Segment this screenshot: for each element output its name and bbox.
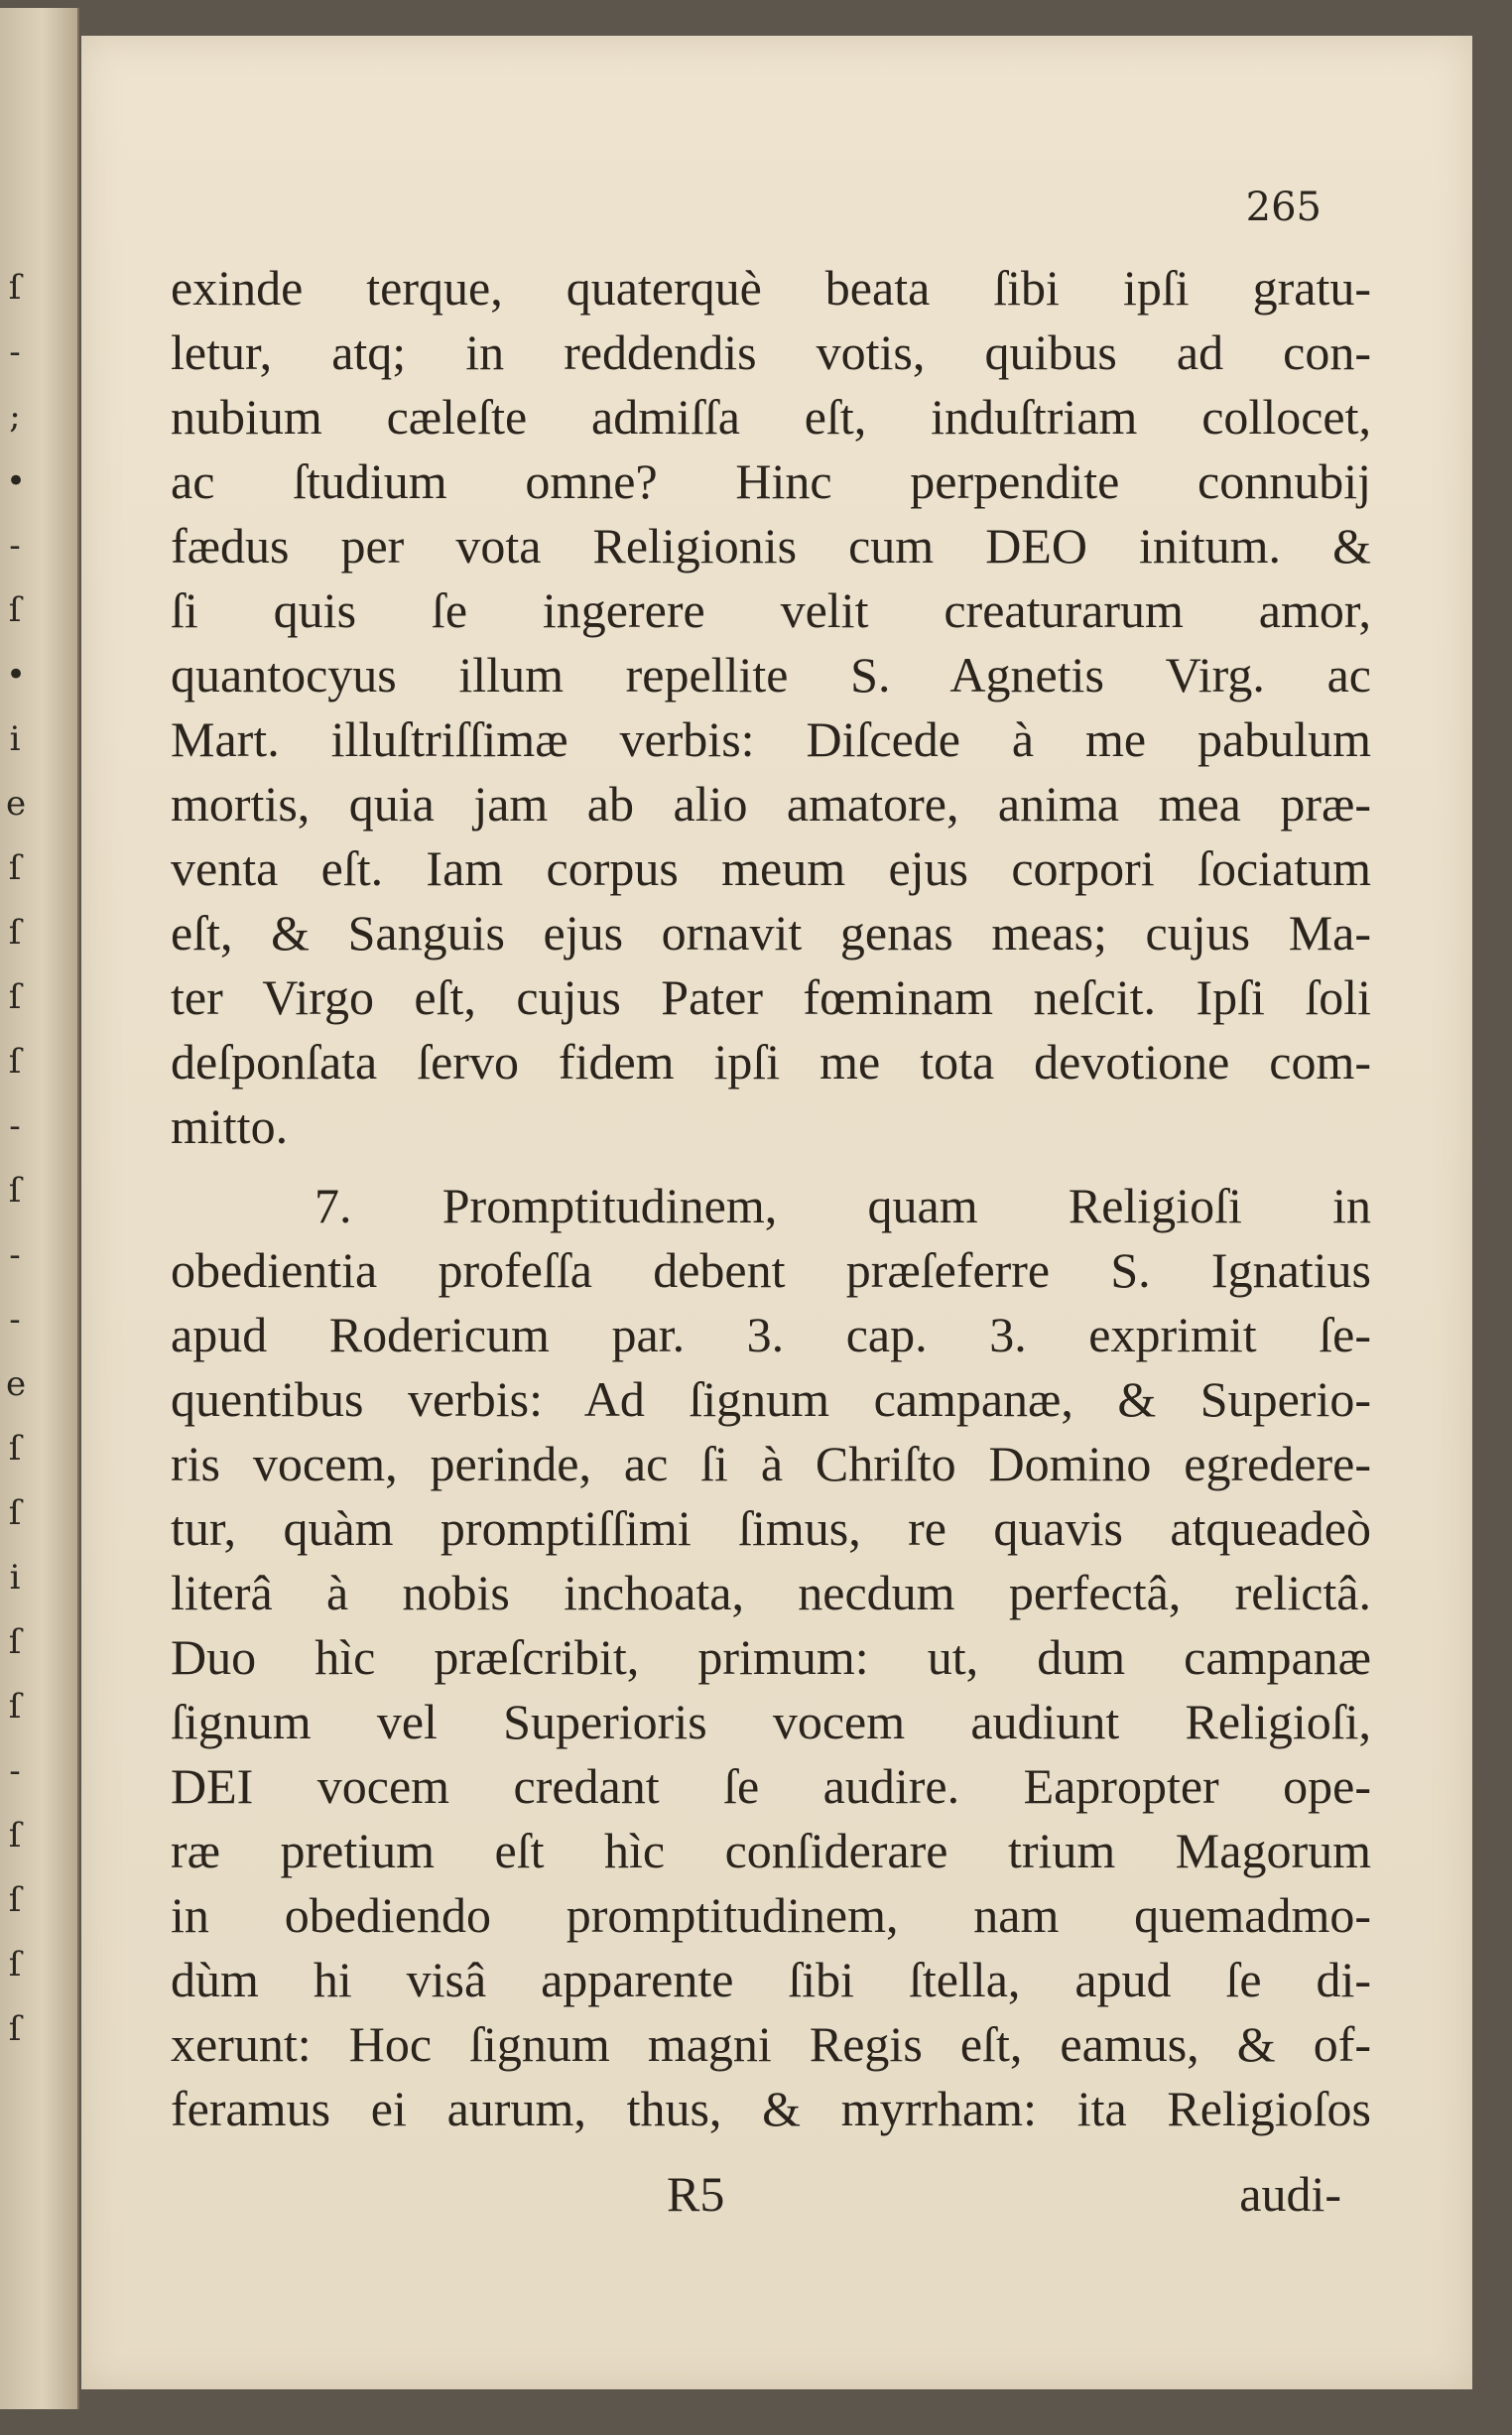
text-line: mitto. (171, 1098, 289, 1154)
text-line: obedientia profeſſa debent præſeferre S. Ignatius (171, 1242, 1371, 1298)
facing-page-fragment: ſ (8, 1945, 22, 1985)
facing-page-fragment: e (6, 1364, 27, 1404)
text-line: quentibus verbis: Ad ſignum campanæ, & Superio- (171, 1371, 1371, 1427)
facing-page-edge (0, 8, 79, 2409)
text-line: deſponſata ſervo fidem ipſi me tota devotione com- (171, 1034, 1371, 1089)
page-number: 265 (1245, 185, 1322, 230)
text-line: Duo hìc præſcribit, primum: ut, dum campanæ (171, 1629, 1371, 1685)
facing-page-fragment: - (9, 1300, 21, 1340)
text-line: eſt, & Sanguis ejus ornavit genas meas; cujus Ma- (171, 905, 1371, 961)
text-line: in obediendo promptitudinem, nam quemadmo- (171, 1887, 1371, 1943)
catchword: audi- (1239, 2166, 1341, 2222)
body-text (171, 256, 1371, 2141)
page-footer (171, 2165, 1371, 2225)
facing-page-fragment: ſ (8, 1429, 22, 1469)
facing-page-fragment: ſ (8, 977, 22, 1017)
facing-page-fragment: - (9, 1235, 21, 1275)
text-line: ræ pretium eſt hìc conſiderare trium Magorum (171, 1823, 1371, 1878)
facing-page-fragment: ſ (8, 848, 22, 888)
text-line: fædus per vota Religionis cum DEO initum. & (171, 518, 1371, 574)
signature-mark: R5 (667, 2166, 725, 2222)
facing-page-fragment: ſ (8, 1042, 22, 1082)
text-line: ſi quis ſe ingerere velit creaturarum amor, (171, 582, 1371, 638)
facing-page-fragment: ſ (8, 1880, 22, 1920)
text-line: feramus ei aurum, thus, & myrrham: ita Religioſos (171, 2081, 1371, 2136)
book-page (81, 36, 1472, 2389)
text-line: quantocyus illum repellite S. Agnetis Virg. ac (171, 647, 1371, 703)
facing-page-fragment: • (6, 655, 27, 695)
text-line: apud Rodericum par. 3. cap. 3. exprimit ſe- (171, 1307, 1371, 1362)
facing-page-fragment: e (6, 784, 27, 824)
facing-page-fragment: ſ (8, 2009, 22, 2049)
facing-page-fragment: ſ (8, 1687, 22, 1727)
text-line: ris vocem, perinde, ac ſi à Chriſto Domino egredere- (171, 1436, 1371, 1491)
text-line: literâ à nobis inchoata, necdum perfectâ, relictâ. (171, 1565, 1371, 1620)
text-line: exinde terque, quaterquè beata ſibi ipſi gratu- (171, 260, 1371, 316)
text-line: 7. Promptitudinem, quam Religioſi in (315, 1178, 1371, 1233)
text-line: venta eſt. Iam corpus meum ejus corpori ſociatum (171, 840, 1371, 896)
facing-page-fragment: i (9, 1558, 21, 1598)
text-line: xerunt: Hoc ſignum magni Regis eſt, eamus, & of- (171, 2016, 1371, 2072)
facing-page-fragment: ſ (8, 913, 22, 953)
facing-page-fragment: ſ (8, 590, 22, 630)
facing-page-fragment: - (9, 332, 21, 372)
facing-page-fragment: - (9, 1751, 21, 1791)
text-line: ter Virgo eſt, cujus Pater fœminam neſcit. Ipſi ſoli (171, 969, 1371, 1025)
text-line: DEI vocem credant ſe audire. Eapropter ope- (171, 1758, 1371, 1814)
facing-page-fragment: i (9, 719, 21, 759)
text-line: tur, quàm promptiſſimi ſimus, re quavis atqueadeò (171, 1500, 1371, 1556)
text-line: nubium cæleſte admiſſa eſt, induſtriam collocet, (171, 389, 1371, 445)
facing-page-fragment: - (9, 1106, 21, 1146)
facing-page-fragment: ſ (8, 1816, 22, 1856)
facing-page-fragment: • (6, 461, 27, 501)
text-line: dùm hi visâ apparente ſibi ſtella, apud ſe di- (171, 1952, 1371, 2007)
text-line: mortis, quia jam ab alio amatore, anima mea præ- (171, 776, 1371, 832)
facing-page-fragment: ſ (8, 268, 22, 308)
text-line: letur, atq; in reddendis votis, quibus ad con- (171, 324, 1371, 380)
facing-page-fragment: - (9, 526, 21, 566)
facing-page-fragment: ſ (8, 1493, 22, 1533)
text-line: ac ſtudium omne? Hinc perpendite connubij (171, 453, 1371, 509)
text-line: Mart. illuſtriſſimæ verbis: Diſcede à me pabulum (171, 711, 1371, 767)
facing-page-fragment: ſ (8, 1171, 22, 1211)
facing-page-fragment: ; (9, 397, 21, 437)
text-line: ſignum vel Superioris vocem audiunt Religioſi, (171, 1694, 1371, 1749)
facing-page-fragment: ſ (8, 1622, 22, 1662)
